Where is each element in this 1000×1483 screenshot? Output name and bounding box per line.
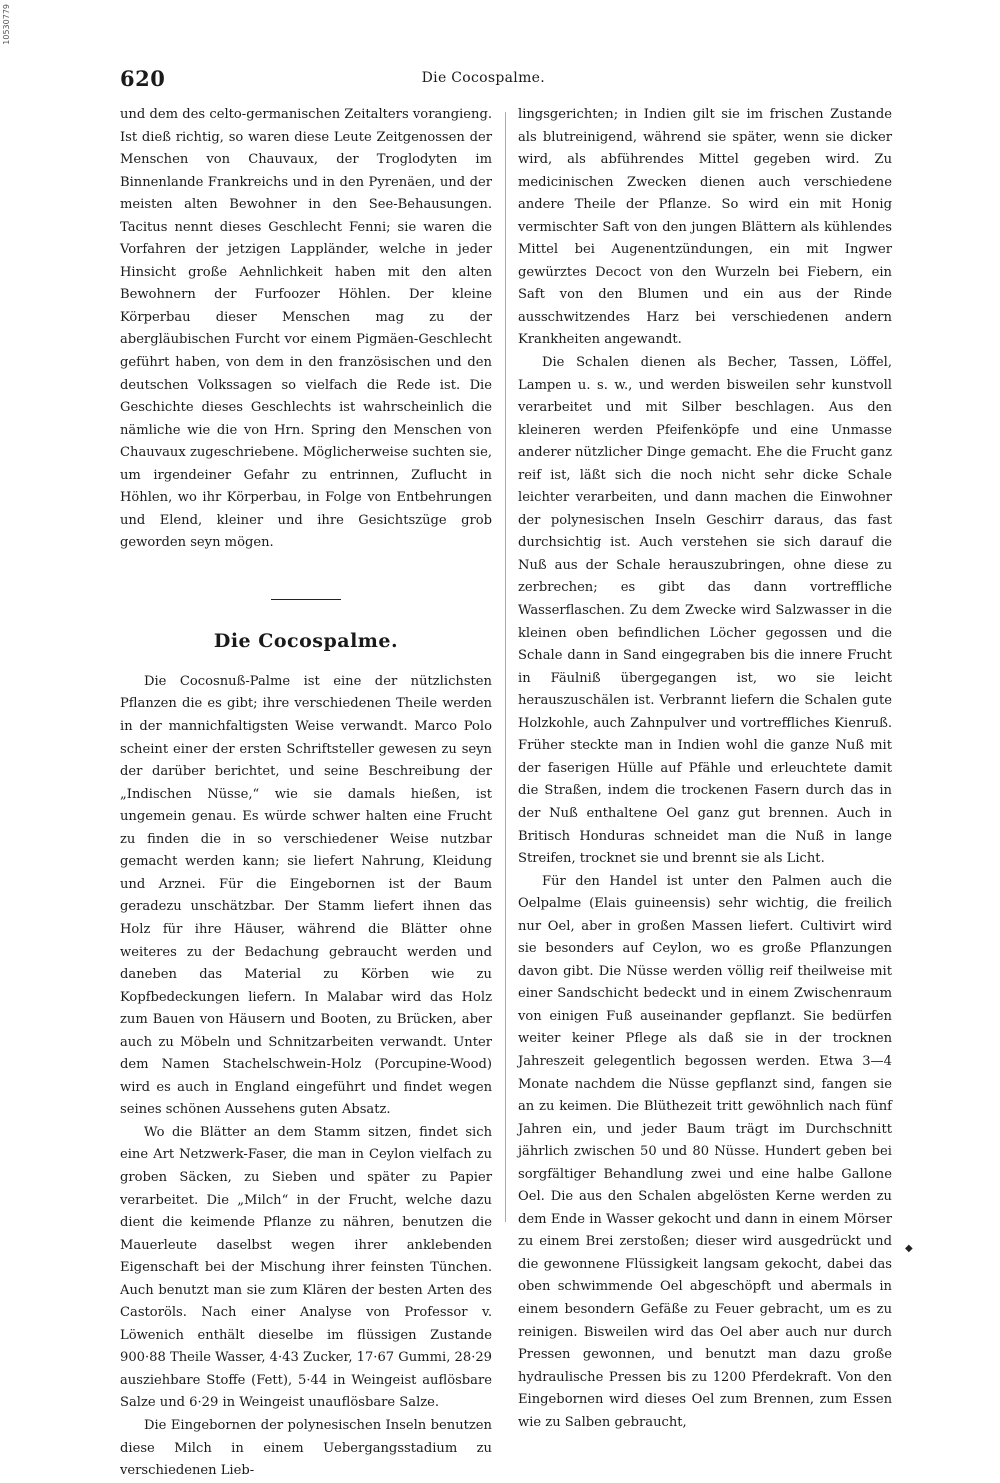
page-number: 620: [120, 66, 166, 91]
left-column: [120, 104, 492, 1483]
paragraph: lingsgerichten; in Indien gilt sie im frischen Zustande als blutreinigend, während sie später, wenn sie dicker wird, als abführendes Mittel gegeben wird. Zu medicinischen Zwecken dienen auch verschiedene andere Theile der Pflanze. So wird ein mit Honig vermischter Saft von den jungen Blättern als kühlendes Mittel bei Augenentzündungen, ein mit Ingwer gewürztes Decoct von den Wurzeln bei Fiebern, ein Saft von den Blumen und ein aus der Rinde ausschwitzendes Harz bei verschiedenen andern Krankheiten angewandt.: [518, 107, 892, 348]
right-column: [518, 104, 892, 1434]
paragraph: und dem des celto-germanischen Zeitalters vorangieng. Ist dieß richtig, so waren diese Leute Zeitgenossen der Menschen von Chauvaux, der Troglodyten im Binnenlande Frankreichs und in den Pyrenäen, und der meisten alten Bewohner in den See-Behausungen. Tacitus nennt dieses Geschlecht Fenni; sie waren die Vorfahren der jetzigen Lappländer, welche in jeder Hinsicht große Aehnlichkeit haben mit den alten Bewohnern der Furfoozer Höhlen. Der kleine Körperbau dieser Menschen mag zu der abergläubischen Furcht vor einem Pigmäen-Geschlecht geführt haben, von dem in den französischen und den deutschen Volkssagen so vielfach die Rede ist. Die Geschichte dieses Geschlechts ist wahrscheinlich die nämliche wie die von Hrn. Spring den Menschen von Chauvaux zugeschriebene. Möglicherweise suchten sie, um irgendeiner Gefahr zu entrinnen, Zuflucht in Höhlen, wo ihr Körperbau, in Folge von Entbehrungen und Elend, kleiner und ihre Gesichtszüge grob geworden seyn mögen.: [120, 107, 492, 551]
scan-id: 10530779: [2, 4, 11, 45]
paragraph: Für den Handel ist unter den Palmen auch die Oelpalme (Elais guineensis) sehr wichtig, die freilich nur Oel, aber in großen Massen liefert. Cultivirt wird sie besonders auf Ceylon, wo es große Pflanzungen davon gibt. Die Nüsse werden völlig reif theilweise mit einer Sandschicht bedeckt und in einem Zwischenraum von einigen Fuß auseinander gepflanzt. Sie bedürfen weiter keiner Pflege als daß sie in der trocknen Jahreszeit gelegentlich begossen werden. Etwa 3—4 Monate nachdem die Nüsse gepflanzt sind, fangen sie an zu keimen. Die Blüthezeit tritt gewöhnlich nach fünf Jahren ein, und jeder Baum trägt im Durchschnitt jährlich zwischen 50 und 80 Nüsse. Hundert geben bei sorgfältiger Behandlung zwei und eine halbe Gallone Oel. Die aus den Schalen abgelösten Kerne werden zu dem Ende in Wasser gekocht und dann in einem Mörser zu einem Brei zerstoßen; dieser wird ausgedrückt und die gewonnene Flüssigkeit langsam gekocht, dabei das oben schwimmende Oel abgeschöpft und abermals in einem besondern Gefäße zu Feuer gebracht, um es zu reinigen. Bisweilen wird das Oel aber auch nur durch Pressen gewonnen, und benutzt man dazu große hydraulische Pressen bis zu 1200 Pferdekraft. Von den Eingebornen wird dieses Oel zum Brennen, zum Essen wie zu Salben gebraucht,: [518, 873, 892, 1430]
paragraph: Die Eingebornen der polynesischen Inseln benutzen diese Milch in einem Uebergangsstadium zu verschiedenen Lieb-: [120, 1417, 492, 1479]
scan-mark: ◆: [905, 1243, 913, 1254]
paragraph: Die Cocosnuß-Palme ist eine der nützlichsten Pflanzen die es gibt; ihre verschiedenen Theile werden in der mannichfaltigsten Weise verwandt. Marco Polo scheint einer der ersten Schriftsteller gewesen zu seyn der darüber berichtet, und seine Beschreibung der „Indischen Nüsse,“ wie sie damals hießen, ist ungemein genau. Es würde schwer halten eine Frucht zu finden die in so verschiedener Weise nutzbar gemacht werden kann; sie liefert Nahrung, Kleidung und Arznei. Für die Eingebornen ist der Baum geradezu unschätzbar. Der Stamm liefert ihnen das Holz für ihre Häuser, während die Blätter ohne weiteres zu der Bedachung gebraucht werden und daneben das Material zu Körben wie zu Kopfbedeckungen liefern. In Malabar wird das Holz zum Bauen von Häusern und Booten, zu Brücken, aber auch zu Möbeln und Schnitzarbeiten verwandt. Unter dem Namen Stachelschwein-Holz (Porcupine-Wood) wird es auch in England eingeführt und findet wegen seines schönen Aussehens guten Absatz.: [120, 673, 492, 1118]
paragraph: Wo die Blätter an dem Stamm sitzen, findet sich eine Art Netzwerk-Faser, die man in Ceylon vielfach zu groben Säcken, zu Sieben und später zu Papier verarbeitet. Die „Milch“ in der Frucht, welche dazu dient die keimende Pflanze zu nähren, benutzen die Mauerleute daselbst wegen ihrer anklebenden Eigenschaft bei der Mischung ihrer feinsten Tünchen. Auch benutzt man sie zum Klären der besten Arten des Castoröls. Nach einer Analyse von Professor v. Löwenich enthält dieselbe im flüssigen Zustande 900·88 Theile Wasser, 4·43 Zucker, 17·67 Gummi, 28·29 ausziehbare Stoffe (Fett), 5·44 in Weingeist auflösbare Salze und 6·29 in Weingeist unauflösbare Salze.: [120, 1124, 493, 1411]
column-divider: [505, 112, 506, 1222]
paragraph: Die Schalen dienen als Becher, Tassen, Löffel, Lampen u. s. w., und werden bisweilen sehr kunstvoll verarbeitet und mit Silber beschlagen. Aus den kleineren werden Pfeifenköpfe und eine Unmasse anderer nützlicher Dinge gemacht. Ehe die Frucht ganz reif ist, läßt sich die noch nicht sehr dicke Schale leichter verarbeiten, und dann machen die Einwohner der polynesischen Inseln Geschirr daraus, das fast durchsichtig ist. Auch verstehen sie sich darauf die Nuß aus der Schale herauszubringen, ohne diese zu zerbrechen; es gibt das dann vortreffliche Wasserflaschen. Zu dem Zwecke wird Salzwasser in die kleinen oben befindlichen Löcher gegossen und die Schale dann in Sand eingegraben bis die innere Frucht in Fäulniß übergegangen ist, wo sie leicht herauszuschälen ist. Verbrannt liefern die Schalen gute Holzkohle, auch Zahnpulver und vortreffliches Kienruß. Früher steckte man in Indien wohl die ganze Nuß mit der faserigen Hülle auf Pfähle und erleuchtete damit die Straßen, indem die trockenen Fasern durch das in der Nuß enthaltene Oel ganz gut brennen. Auch in Britisch Honduras schneidet man die Nuß in lange Streifen, trocknet sie und brennt sie als Licht.: [518, 355, 892, 867]
section-divider: [271, 599, 341, 600]
section-title: Die Cocospalme.: [213, 629, 399, 652]
running-title: Die Cocospalme.: [421, 70, 545, 86]
page-header: [120, 66, 890, 96]
